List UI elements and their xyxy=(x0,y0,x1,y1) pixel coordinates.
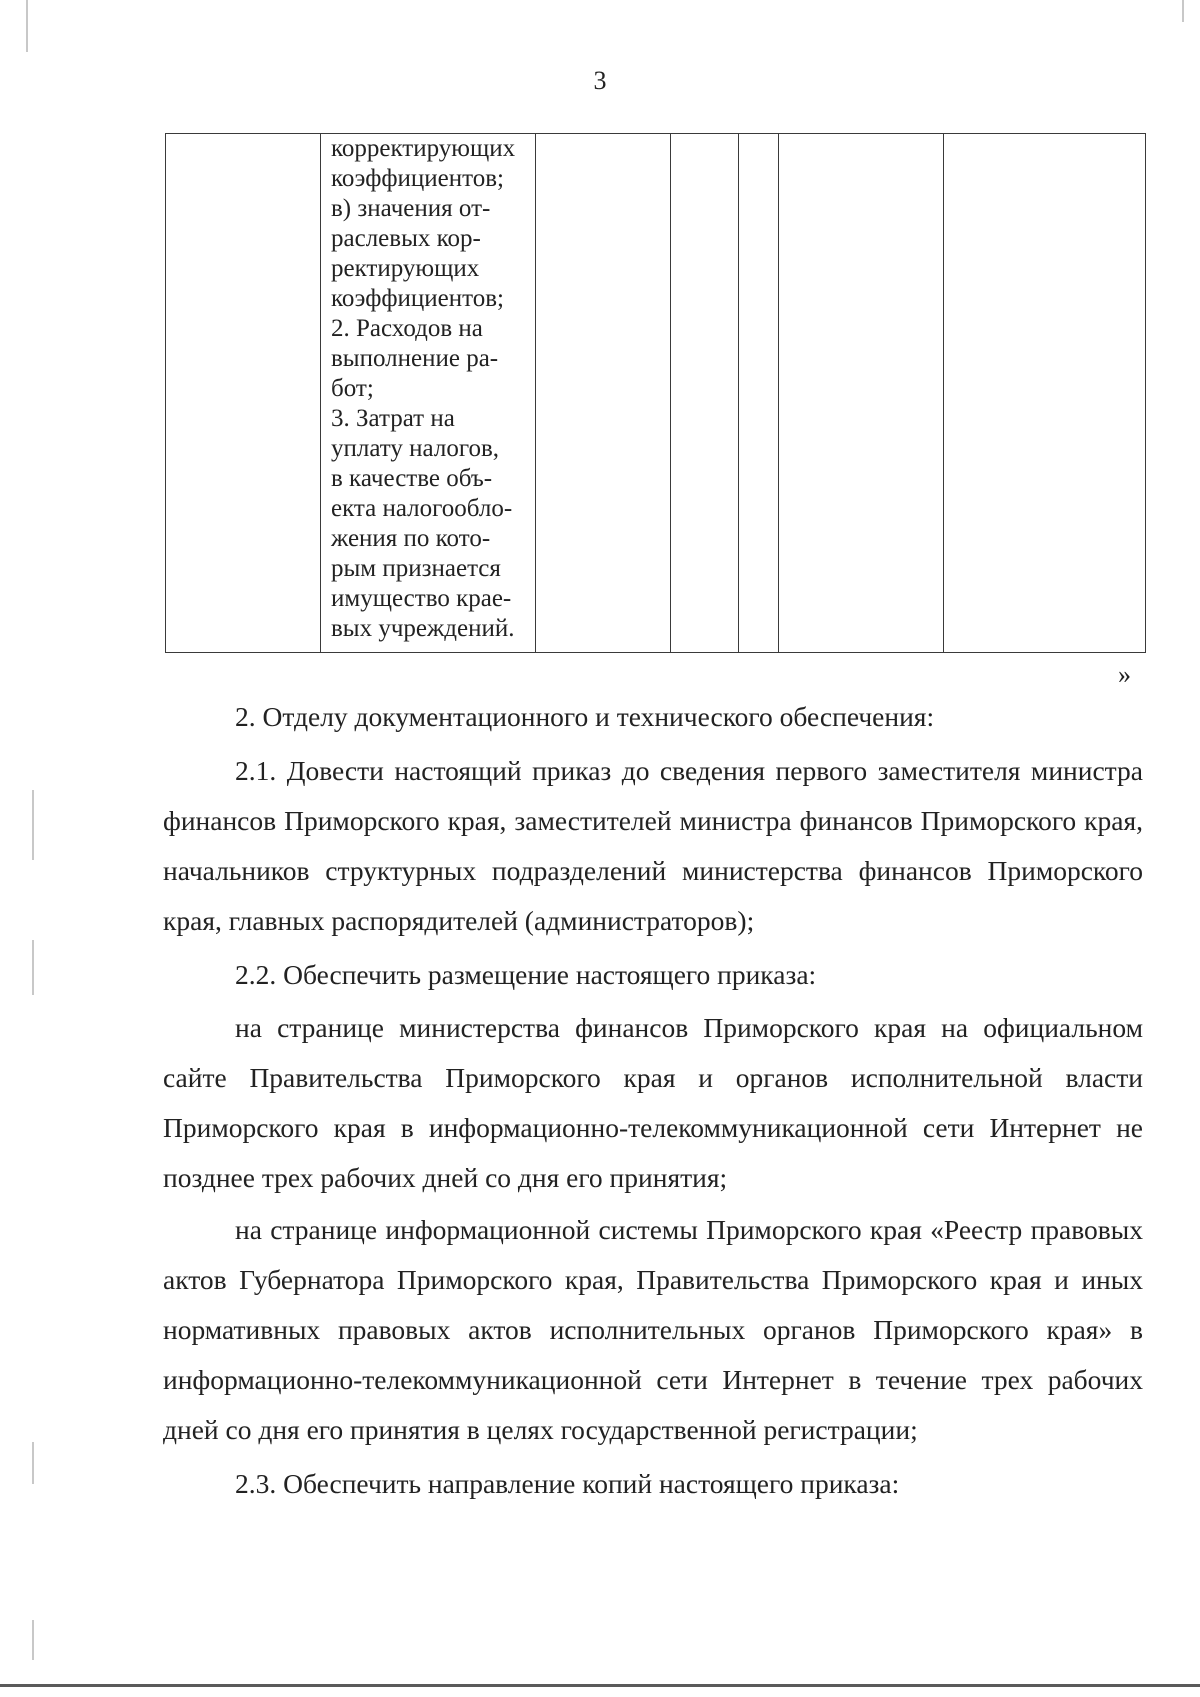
continuation-table xyxy=(165,133,1146,653)
cell-text xyxy=(321,134,535,644)
scan-artifact-mark xyxy=(26,0,28,52)
scan-artifact-mark xyxy=(32,1442,34,1484)
scan-artifact-mark xyxy=(1182,0,1184,22)
cell-line: 2. Расходов на xyxy=(331,315,483,342)
paragraph-1: 2. Отделу документационного и технического обеспечения: xyxy=(235,701,935,732)
closing-quote: » xyxy=(1118,660,1131,689)
cell-line: ректирующих xyxy=(331,255,480,282)
table-row xyxy=(166,134,1146,653)
paragraph-4: на странице министерства финансов Приморского края на официальном сайте Правительства Приморского края и органов исполнительной власти Приморского края в информационно-телекоммуникационной сети Интернет не позднее трех рабочих дней со дня его принятия; xyxy=(163,1012,1143,1193)
cell-line: коэффициентов; xyxy=(331,165,504,192)
cell-line: бот; xyxy=(331,375,374,402)
cell-line: в) значения от- xyxy=(331,195,491,222)
cell-line: выполнение ра- xyxy=(331,345,499,372)
page-number: 3 xyxy=(593,66,607,95)
cell-line: уплату налогов, xyxy=(331,435,500,462)
paragraph-5: на странице информационной системы Приморского края «Реестр правовых актов Губернатора Приморского края, Правительства Приморского края и иных нормативных правовых актов исполнительных органов Приморского края» в информационно-телекоммуникационной сети Интернет в течение трех рабочих дней со дня его принятия в целях государственной регистрации; xyxy=(163,1214,1143,1445)
cell-line: раслевых кор- xyxy=(331,225,481,252)
cell-line: 3. Затрат на xyxy=(331,405,455,432)
cell-line: вых учреждений. xyxy=(331,615,515,642)
scan-bottom-edge xyxy=(0,1684,1200,1687)
cell-line: корректирующих xyxy=(331,135,516,162)
table-cell-5 xyxy=(739,134,779,653)
cell-line: имущество крае- xyxy=(331,585,512,612)
cell-line: в качестве объ- xyxy=(331,465,493,492)
cell-line: коэффициентов; xyxy=(331,285,504,312)
table-cell-2 xyxy=(321,134,536,653)
cell-line: рым признается xyxy=(331,555,501,582)
paragraph-6: 2.3. Обеспечить направление копий настоящего приказа: xyxy=(235,1468,900,1499)
paragraph-3: 2.2. Обеспечить размещение настоящего приказа: xyxy=(235,959,817,990)
scan-artifact-mark xyxy=(32,790,34,860)
table-cell-7 xyxy=(944,134,1146,653)
table-cell-4 xyxy=(671,134,739,653)
cell-line: жения по кото- xyxy=(331,525,491,552)
paragraph-2: 2.1. Довести настоящий приказ до сведения первого заместителя министра финансов Приморского края, заместителей министра финансов Приморского края, начальников структурных подразделений министерства финансов Приморского края, главных распорядителей (администраторов); xyxy=(163,755,1143,936)
table-cell-6 xyxy=(779,134,944,653)
cell-line: екта налогообло- xyxy=(331,495,513,522)
table-cell-1 xyxy=(166,134,321,653)
scan-artifact-mark xyxy=(32,940,34,995)
table-cell-3 xyxy=(536,134,671,653)
scan-artifact-mark xyxy=(32,1620,34,1660)
